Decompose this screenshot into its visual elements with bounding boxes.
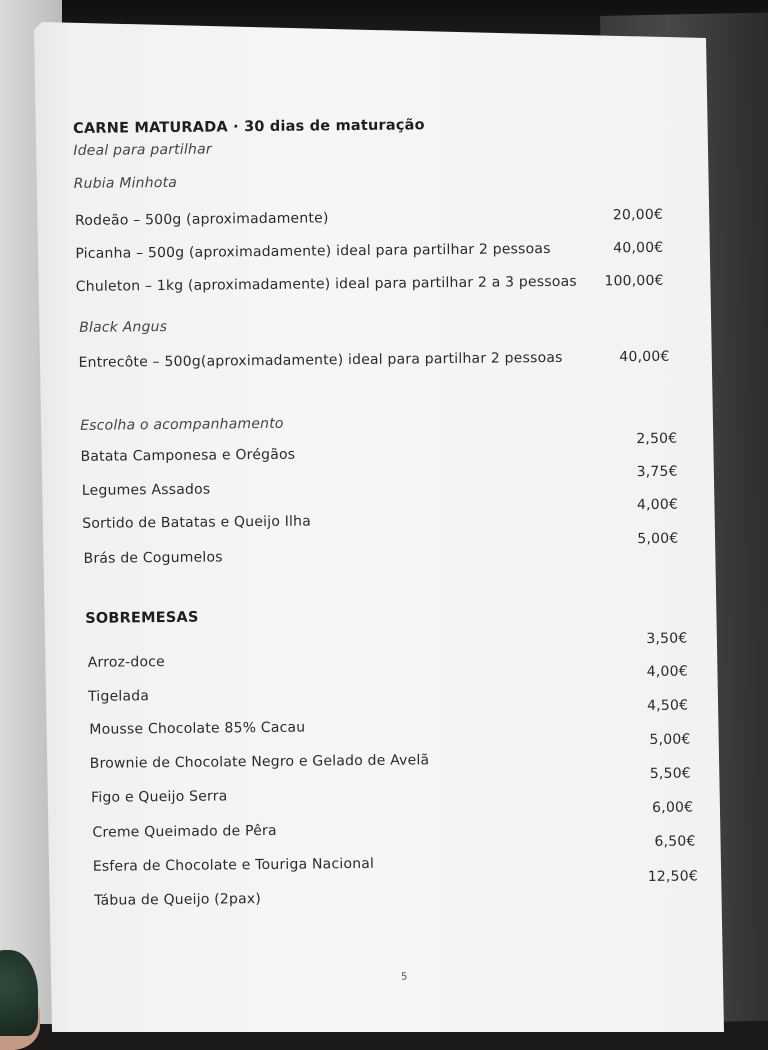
menu-item-price: 3,75€: [636, 463, 678, 481]
menu-item-name: Brownie de Chocolate Negro e Gelado de Avelã: [89, 752, 430, 772]
menu-item-name: Chuleton – 1kg (aproximadamente) ideal para partilhar 2 a 3 pessoas: [75, 273, 577, 295]
sides-section-title: Escolha o acompanhamento: [80, 415, 284, 434]
menu-item-name: Picanha – 500g (aproximadamente) ideal para partilhar 2 pessoas: [75, 240, 551, 262]
menu-item-price: 5,50€: [649, 765, 691, 782]
menu-item-price: 3,50€: [646, 630, 688, 647]
menu-item-price: 6,50€: [654, 833, 696, 850]
menu-item-price: 40,00€: [619, 348, 670, 366]
menu-item-price: 12,50€: [647, 868, 699, 885]
desserts-section-title: SOBREMESAS: [85, 609, 199, 627]
menu-item-price: 20,00€: [612, 206, 664, 224]
menu-item-price: 4,50€: [646, 697, 689, 714]
menu-item-price: 100,00€: [604, 272, 664, 290]
menu-item-name: Figo e Queijo Serra: [91, 788, 228, 806]
menu-item-price: 4,00€: [646, 663, 688, 680]
menu-item-name: Sortido de Batatas e Queijo Ilha: [82, 513, 312, 532]
menu-item-name: Rodeão – 500g (aproximadamente): [74, 210, 329, 229]
menu-item-name: Legumes Assados: [81, 481, 211, 499]
menu-item-price: 40,00€: [613, 239, 664, 257]
menu-item-price: 5,00€: [637, 530, 679, 548]
menu-item-price: 2,50€: [636, 430, 678, 448]
menu-item-name: Entrecôte – 500g(aproximadamente) ideal para partilhar 2 pessoas: [78, 349, 563, 371]
menu-item-name: Tábua de Queijo (2pax): [94, 891, 262, 909]
page-number: 5: [400, 971, 408, 983]
meat-section-subtitle: Ideal para partilhar: [73, 141, 212, 159]
menu-item-name: Mousse Chocolate 85% Cacau: [89, 719, 306, 738]
menu-item-price: 4,00€: [636, 496, 679, 514]
menu-item-name: Creme Queimado de Pêra: [92, 822, 277, 841]
menu-item-name: Tigelada: [87, 688, 150, 705]
menu-item-price: 6,00€: [652, 799, 694, 816]
menu-item-name: Arroz-doce: [87, 654, 166, 671]
menu-item-name: Brás de Cogumelos: [83, 549, 223, 567]
group-label-rubia: Rubia Minhota: [73, 174, 178, 192]
menu-item-price: 5,00€: [649, 731, 691, 748]
group-label-angus: Black Angus: [79, 318, 168, 336]
meat-section-title: CARNE MATURADA · 30 dias de maturação: [73, 117, 425, 137]
menu-item-name: Esfera de Chocolate e Touriga Nacional: [92, 855, 375, 875]
menu-item-name: Batata Camponesa e Orégãos: [80, 446, 296, 465]
